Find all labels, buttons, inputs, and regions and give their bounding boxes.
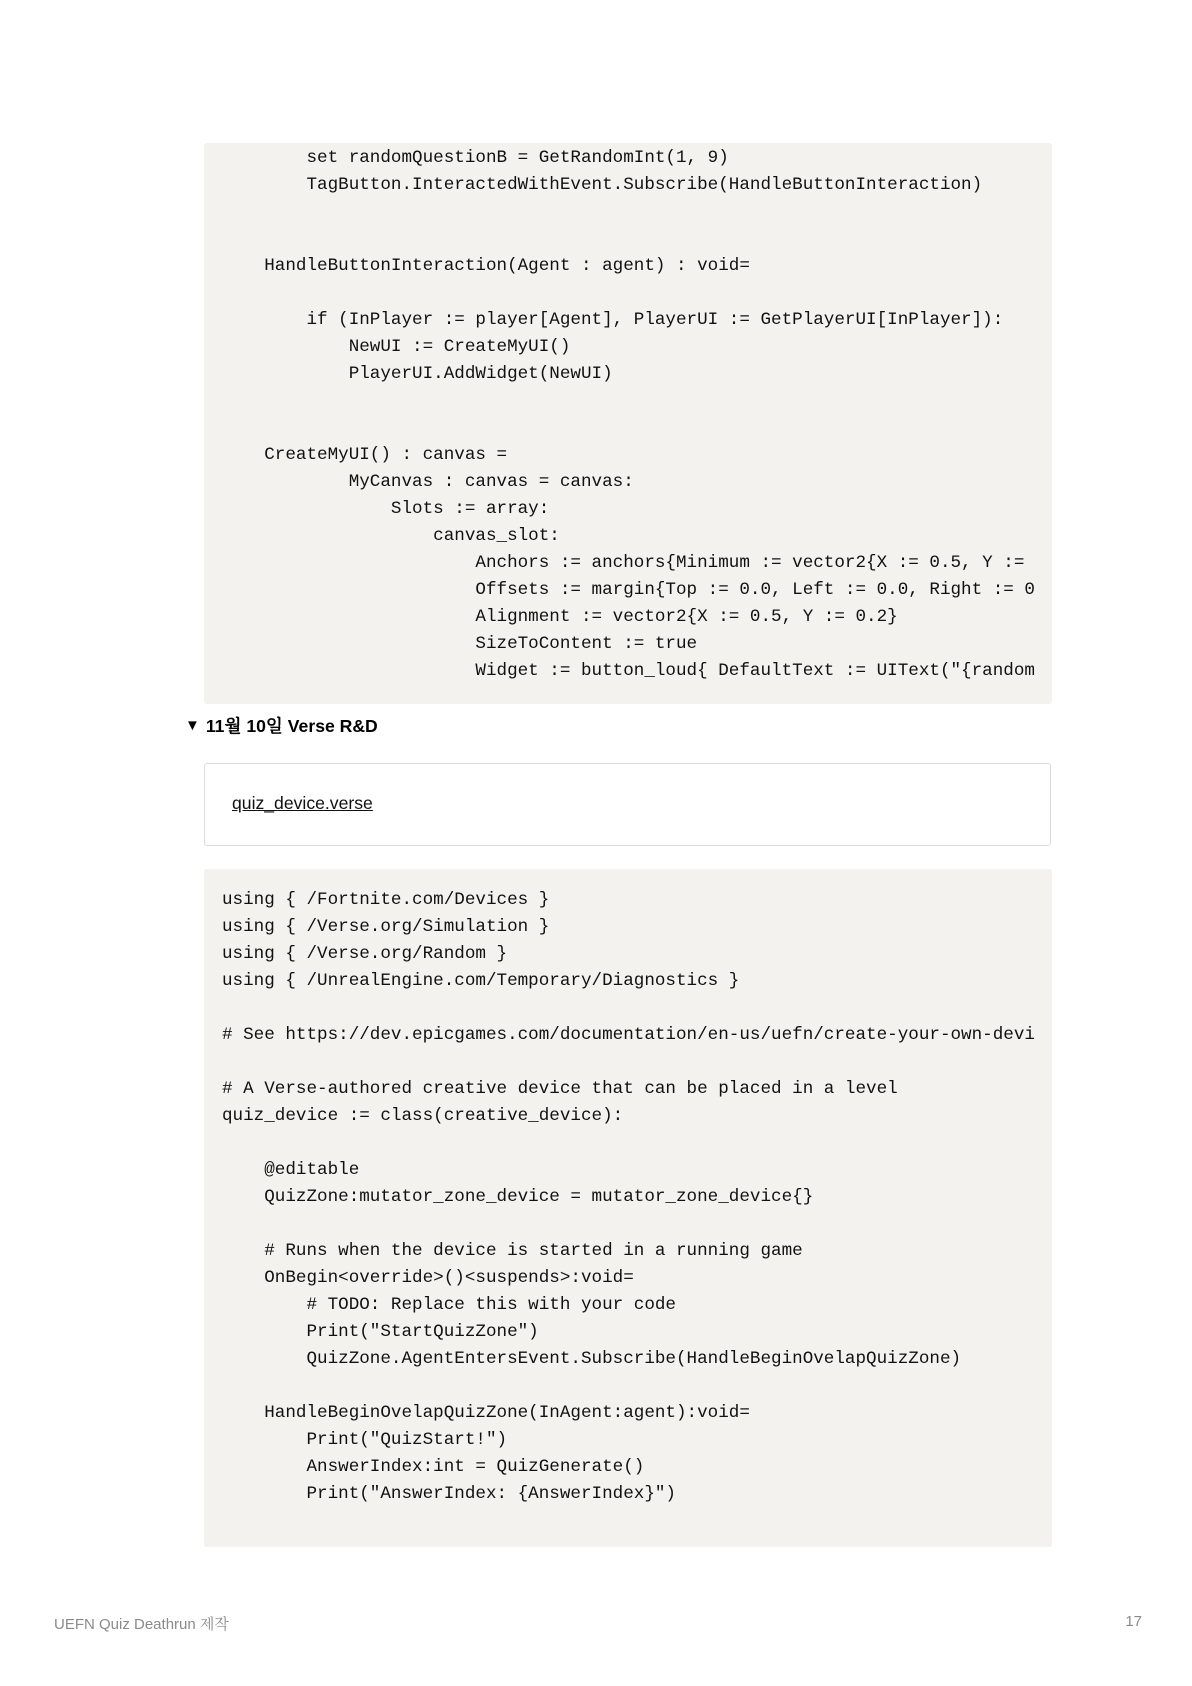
code-line: TagButton.InteractedWithEvent.Subscribe(HandleButtonInteraction): [222, 175, 983, 195]
code-line: quiz_device := class(creative_device):: [222, 1106, 624, 1126]
code-line: # TODO: Replace this with your code: [222, 1295, 676, 1315]
code-line: SizeToContent := true: [222, 634, 698, 654]
code-line: CreateMyUI() : canvas =: [222, 445, 508, 465]
code-block-top: [204, 143, 1052, 704]
code-line: Widget := button_loud{ DefaultText := UIText("{random: [222, 661, 1035, 681]
triangle-down-icon[interactable]: ▼: [185, 717, 200, 734]
code-line: Print("StartQuizZone"): [222, 1322, 539, 1342]
code-line: QuizZone:mutator_zone_device = mutator_zone_device{}: [222, 1187, 814, 1207]
code-line: HandleBeginOvelapQuizZone(InAgent:agent):void=: [222, 1403, 750, 1423]
code-line: PlayerUI.AddWidget(NewUI): [222, 364, 613, 384]
code-line: Print("AnswerIndex: {AnswerIndex}"): [222, 1484, 676, 1504]
code-line: set randomQuestionB = GetRandomInt(1, 9): [222, 148, 729, 168]
toggle-heading[interactable]: [185, 714, 378, 738]
code-line: # A Verse-authored creative device that can be placed in a level: [222, 1079, 898, 1099]
code-line: AnswerIndex:int = QuizGenerate(): [222, 1457, 645, 1477]
footer-document-title: UEFN Quiz Deathrun 제작: [54, 1616, 229, 1633]
code-line: MyCanvas : canvas = canvas:: [222, 472, 634, 492]
code-line: NewUI := CreateMyUI(): [222, 337, 571, 357]
code-line: using { /Verse.org/Simulation }: [222, 917, 550, 937]
code-line: using { /Fortnite.com/Devices }: [222, 890, 550, 910]
footer-page-number: 17: [1125, 1613, 1142, 1630]
file-attachment[interactable]: [204, 763, 1051, 846]
code-line: canvas_slot:: [222, 526, 560, 546]
code-line: Offsets := margin{Top := 0.0, Left := 0.0, Right := 0: [222, 580, 1035, 600]
code-line: QuizZone.AgentEntersEvent.Subscribe(HandleBeginOvelapQuizZone): [222, 1349, 962, 1369]
code-line: if (InPlayer := player[Agent], PlayerUI := GetPlayerUI[InPlayer]):: [222, 310, 1004, 330]
toggle-heading-label: 11월 10일 Verse R&D: [205, 716, 378, 736]
code-line: Slots := array:: [222, 499, 550, 519]
code-block-bottom: [204, 869, 1052, 1547]
code-line: # Runs when the device is started in a running game: [222, 1241, 803, 1261]
code-line: Alignment := vector2{X := 0.5, Y := 0.2}: [222, 607, 898, 627]
code-line: Anchors := anchors{Minimum := vector2{X := 0.5, Y :=: [222, 553, 1035, 573]
code-line: using { /UnrealEngine.com/Temporary/Diagnostics }: [222, 971, 740, 991]
code-line: # See https://dev.epicgames.com/documentation/en-us/uefn/create-your-own-devi: [222, 1025, 1035, 1045]
code-line: @editable: [222, 1160, 360, 1180]
file-link[interactable]: quiz_device.verse: [232, 793, 373, 813]
code-line: Print("QuizStart!"): [222, 1430, 508, 1450]
code-line: HandleButtonInteraction(Agent : agent) : void=: [222, 256, 750, 276]
code-line: using { /Verse.org/Random }: [222, 944, 508, 964]
code-line: OnBegin<override>()<suspends>:void=: [222, 1268, 634, 1288]
